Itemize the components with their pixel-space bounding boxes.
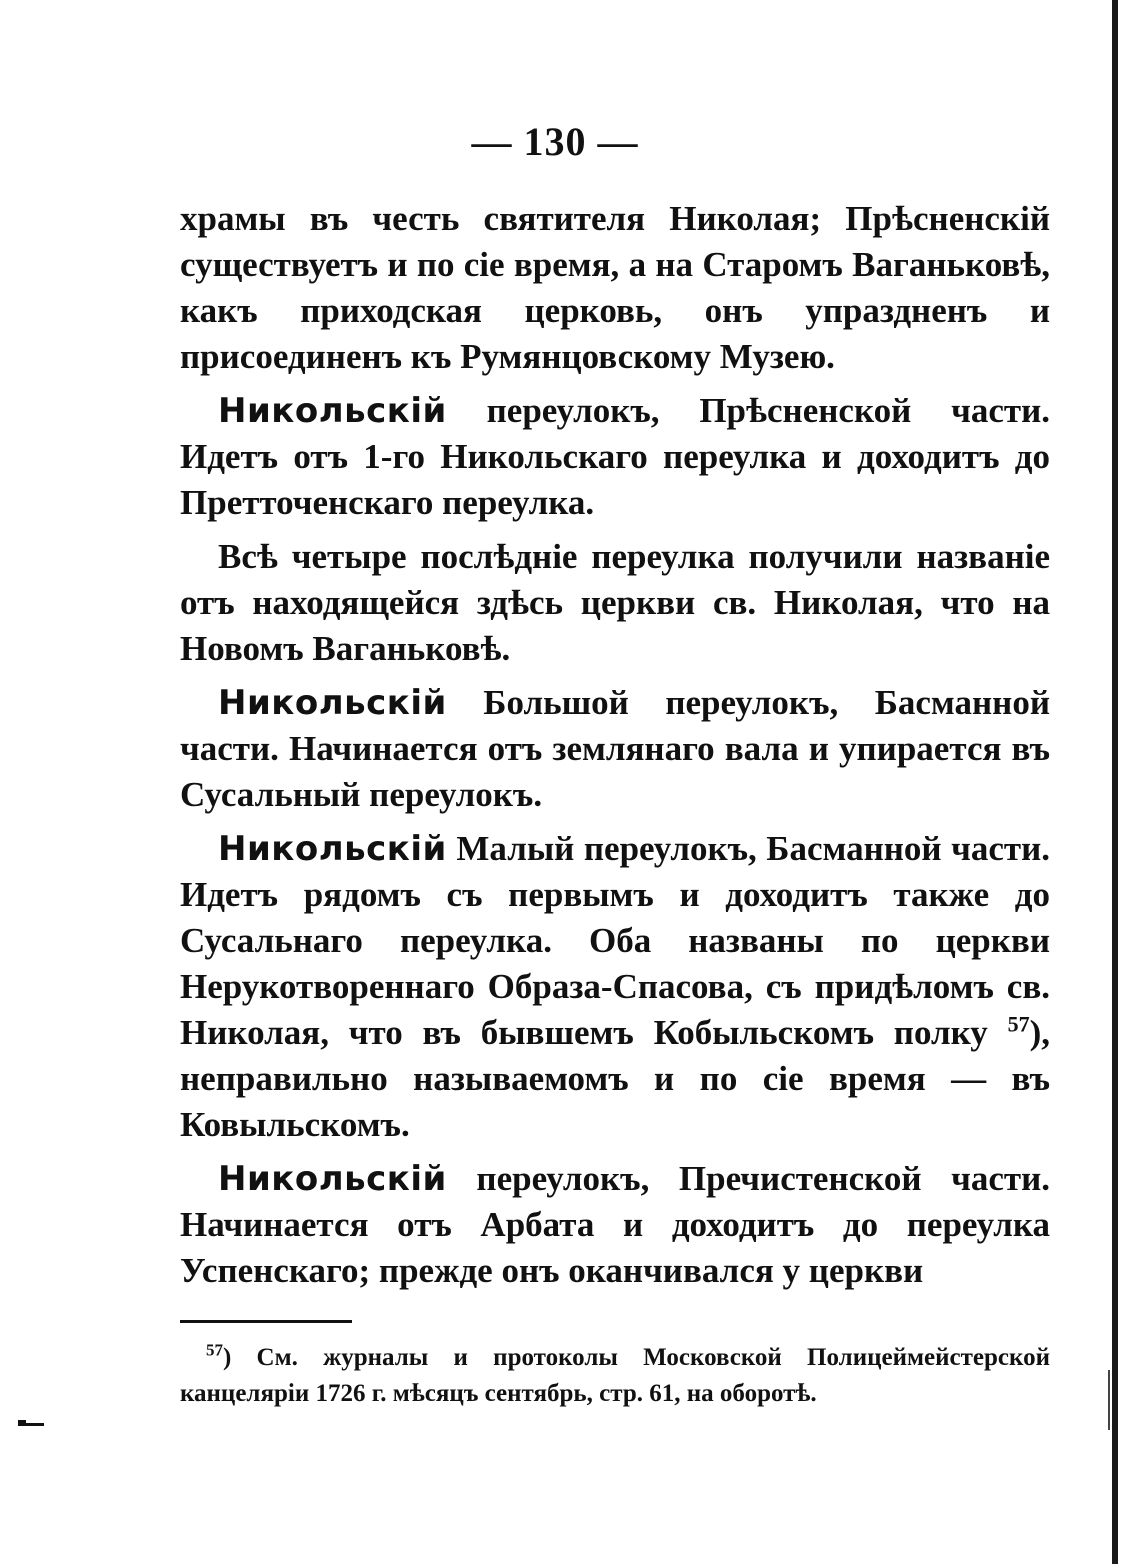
footnote-text: ) См. журналы и протоколы Московской Полицеймейстерской канцеляріи 1726 г. мѣсяцъ сентябрь, стр. 61, на оборотѣ. xyxy=(180,1344,1050,1407)
paragraph-text: Большой переулокъ, Басманной части. Начинается отъ землянаго вала и упирается въ Сусальный переулокъ. xyxy=(180,683,1050,814)
entry-term: Никольскій xyxy=(218,829,447,869)
paragraph-text: ), неправильно называемомъ и по сіе время — въ Ковыльскомъ. xyxy=(180,1013,1050,1144)
paragraph-text: Малый переулокъ, Басманной части. Идетъ рядомъ съ первымъ и доходитъ также до Сусальнаго переулка. Оба названы по церкви Нерукотвореннаго Образа-Спасова, съ придѣломъ св. Николая, что въ бывшемъ Кобыльскомъ полку xyxy=(180,829,1050,1052)
footnote-number: 57 xyxy=(206,1340,223,1360)
page-number: — 130 — xyxy=(471,119,639,164)
paragraph-5 xyxy=(180,826,1050,1148)
paragraph-2 xyxy=(180,388,1050,526)
paragraph-6 xyxy=(180,1156,1050,1294)
footnote-reference: 57 xyxy=(1007,1011,1030,1037)
paragraph-text: переулокъ, Прѣсненской части. Идетъ отъ 1-го Никольскаго переулка и доходитъ до Претточенскаго переулка. xyxy=(180,391,1050,522)
paragraph-4 xyxy=(180,680,1050,818)
paragraph-1 xyxy=(180,196,1050,380)
entry-term: Никольскій xyxy=(218,391,447,431)
footnote xyxy=(180,1340,1050,1412)
footnote-divider xyxy=(180,1320,352,1323)
main-text xyxy=(180,196,1050,1302)
paragraph-3 xyxy=(180,534,1050,672)
entry-term: Никольскій xyxy=(218,683,447,723)
entry-term: Никольскій xyxy=(218,1159,447,1199)
paragraph-text: Всѣ четыре послѣдніе переулка получили названіе отъ находящейся здѣсь церкви св. Николая, что на Новомъ Ваганьковѣ. xyxy=(180,537,1050,668)
page-edge-mark xyxy=(1108,1370,1110,1430)
page-edge-shadow xyxy=(1112,0,1118,1564)
paragraph-text: храмы въ честь святителя Николая; Прѣсненскій существуетъ и по сіе время, а на Старомъ Ваганьковѣ, какъ приходская церковь, онъ упраздненъ и присоединенъ къ Румянцовскому Музею. xyxy=(180,199,1050,376)
margin-arrow-icon xyxy=(16,1416,46,1428)
paragraph-text: переулокъ, Пречистенской части. Начинается отъ Арбата и доходитъ до переулка Успенскаго; прежде онъ оканчивался у церкви xyxy=(180,1159,1050,1290)
